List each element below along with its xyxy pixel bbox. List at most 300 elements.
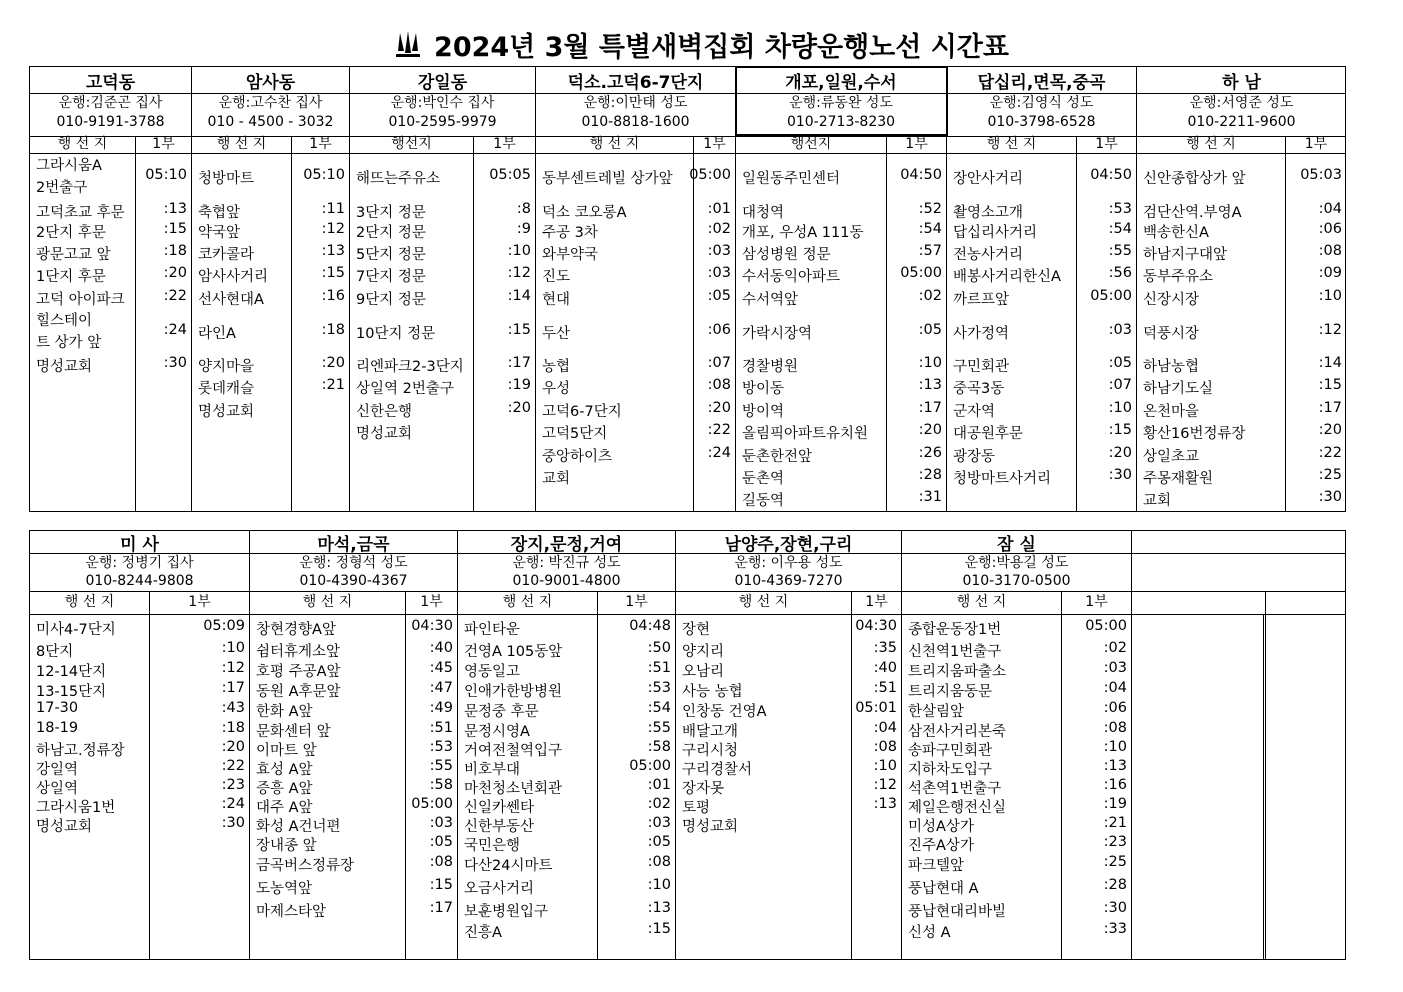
stop-name: 전농사거리 [953, 247, 1024, 263]
stop-time: :10 [873, 758, 897, 774]
column-header [736, 136, 946, 154]
stop-time: :54 [918, 221, 942, 237]
stop-name: 신한은행 [356, 404, 413, 420]
route-column [676, 531, 902, 959]
stop-name: 대공원후문 [953, 426, 1024, 442]
stop-time: :06 [707, 322, 731, 338]
place-header: 행 선 지 [192, 136, 292, 153]
driver-phone: 010-9001-4800 [512, 573, 621, 589]
stop-name: 고덕 아이파크 [36, 292, 125, 308]
stop-time: :03 [707, 265, 731, 281]
stop-name: 올림픽아파트유치원 [742, 426, 869, 442]
stop-time: :20 [918, 422, 942, 438]
stop-name: 장내종 앞 [256, 838, 317, 854]
column-divider [405, 615, 406, 959]
stop-name: 주몽재활원 [1143, 471, 1214, 487]
stop-name: 구리시청 [682, 743, 739, 759]
stop-name: 금곡버스정류장 [256, 858, 355, 874]
stop-name: 고덕5단지 [542, 426, 608, 442]
stop-name: 3단지 정문 [356, 205, 426, 221]
column-divider [149, 615, 150, 959]
column-header [676, 591, 901, 615]
stop-time: :30 [1103, 900, 1127, 916]
stop-time: :05 [918, 322, 942, 338]
route-column [1132, 531, 1346, 959]
stop-time: :22 [707, 422, 731, 438]
stop-name: 일원동주민센터 [742, 171, 841, 187]
stop-name: 리엔파크2-3단지 [356, 359, 464, 375]
route-column [736, 67, 947, 511]
stop-name: 약국앞 [198, 225, 241, 241]
stop-time: :26 [918, 445, 942, 461]
stop-name: 양지마을 [198, 359, 255, 375]
stop-name: 군자역 [953, 404, 996, 420]
part-header: 1부 [309, 136, 332, 152]
route-column [1137, 67, 1346, 511]
part-header: 1부 [703, 136, 726, 152]
driver-name: 운행: 정병기 집사 [85, 555, 194, 571]
stop-name: 7단지 정문 [356, 269, 426, 285]
stop-time: :13 [873, 796, 897, 812]
stop-time: :10 [1103, 739, 1127, 755]
stop-time: 04:48 [629, 618, 671, 634]
stop-name: 신안종합상가 앞 [1143, 171, 1246, 187]
stop-time: :20 [1318, 422, 1342, 438]
stop-name: 진주A상가 [908, 838, 974, 854]
driver-name: 운행:류동완 성도 [789, 95, 893, 111]
driver-phone: 010-2595-9979 [388, 114, 497, 130]
stop-name: 문화센터 앞 [256, 724, 331, 740]
stop-name: 검단산역.부영A [1143, 205, 1242, 221]
stop-time: :05 [707, 288, 731, 304]
stop-time: :06 [1103, 700, 1127, 716]
stop-name: 한화 A앞 [256, 704, 313, 720]
part-header: 1부 [420, 594, 443, 610]
stop-name: 창현경향A앞 [256, 622, 336, 638]
stop-name: 파크텔앞 [908, 858, 965, 874]
stop-time: :47 [429, 680, 453, 696]
column-divider [1076, 154, 1077, 511]
driver-phone: 010-3170-0500 [962, 573, 1071, 589]
stop-time: 05:10 [145, 167, 187, 183]
stop-time: :08 [429, 854, 453, 870]
driver-phone: 010-8244-9808 [85, 573, 194, 589]
stop-time: :31 [918, 489, 942, 505]
stop-time: 05:09 [203, 618, 245, 634]
stop-time: :15 [321, 265, 345, 281]
stop-time: :08 [647, 854, 671, 870]
stop-name: 그라시움1번 [36, 800, 116, 816]
place-header [1132, 591, 1266, 614]
stop-name: 상일초교 [1143, 449, 1200, 465]
stop-time: :14 [507, 288, 531, 304]
stop-name: 진도 [542, 269, 571, 285]
stop-time: :08 [1103, 720, 1127, 736]
stop-time: :23 [1103, 834, 1127, 850]
stop-time: :53 [1108, 201, 1132, 217]
stop-name: 신성 A [908, 925, 951, 941]
stop-time: :13 [1103, 758, 1127, 774]
stop-time: :28 [1103, 877, 1127, 893]
stop-name: 암사사거리 [198, 269, 269, 285]
column-header [30, 136, 191, 154]
stop-name: 사능 농협 [682, 684, 743, 700]
stop-time: :22 [221, 758, 245, 774]
column-divider [1265, 615, 1266, 959]
stop-name: 증흥 A앞 [256, 781, 313, 797]
stop-name: 대주 A앞 [256, 800, 313, 816]
stop-time: :55 [429, 758, 453, 774]
column-divider [1263, 615, 1264, 959]
route-name: 고덕동 [30, 67, 191, 94]
stop-name: 인창동 건영A [682, 704, 767, 720]
stop-time: 04:50 [1090, 167, 1132, 183]
stop-time: :12 [873, 777, 897, 793]
stop-time: :20 [221, 739, 245, 755]
stop-name: 명성교회 [682, 819, 739, 835]
stop-name: 교회 [542, 471, 571, 487]
column-header [1137, 136, 1346, 154]
route-name: 암사동 [192, 67, 349, 94]
stop-name: 하남농협 [1143, 359, 1200, 375]
part-header: 1부 [1095, 136, 1118, 152]
stop-name: 사가정역 [953, 326, 1010, 342]
stop-name: 답십리사거리 [953, 225, 1038, 241]
stop-time: :33 [1103, 921, 1127, 937]
route-column [947, 67, 1137, 511]
stop-name: 1단지 후문 [36, 269, 106, 285]
stop-name: 동부주유소 [1143, 269, 1214, 285]
stop-name: 마천청소년회관 [464, 781, 563, 797]
route-name [1132, 531, 1345, 554]
stop-time: :22 [1318, 445, 1342, 461]
stop-name: 오남리 [682, 664, 725, 680]
column-header [536, 136, 735, 154]
bottom-timetable [29, 530, 1346, 960]
stop-name: 거여전철역입구 [464, 743, 563, 759]
stop-time: :15 [429, 877, 453, 893]
column-divider [291, 154, 292, 511]
column-divider [135, 154, 136, 511]
stop-name: 쉼터휴게소앞 [256, 644, 341, 660]
stop-time: :04 [1318, 201, 1342, 217]
stop-name: 가락시장역 [742, 326, 813, 342]
stop-time: :51 [429, 720, 453, 736]
stop-name: 상일역 [36, 781, 79, 797]
stop-time: :12 [1318, 322, 1342, 338]
stop-time: :03 [707, 243, 731, 259]
stop-time: :03 [429, 815, 453, 831]
route-name: 마석,금곡 [250, 531, 457, 554]
stop-name: 5단지 정문 [356, 247, 426, 263]
stop-name: 호평 주공A앞 [256, 664, 341, 680]
place-header: 행 선 지 [536, 136, 694, 153]
stop-time: :13 [163, 201, 187, 217]
route-column [30, 531, 250, 959]
stop-time: :04 [873, 720, 897, 736]
stop-name: 장자못 [682, 781, 725, 797]
stop-time: :53 [429, 739, 453, 755]
stop-time: :14 [1318, 355, 1342, 371]
column-header [947, 136, 1136, 154]
route-column [250, 531, 458, 959]
stop-time: :54 [1108, 221, 1132, 237]
stop-name: 명성교회 [198, 404, 255, 420]
stop-name: 동원 A후문앞 [256, 684, 341, 700]
stop-time: 05:00 [411, 796, 453, 812]
stop-time: :17 [1318, 400, 1342, 416]
stop-time: :24 [707, 445, 731, 461]
stop-time: :9 [516, 221, 531, 237]
route-name: 강일동 [350, 67, 535, 94]
stop-name: 촬영소고개 [953, 205, 1024, 221]
stop-name: 우성 [542, 381, 571, 397]
column-header [458, 591, 675, 615]
route-column [902, 531, 1132, 959]
church-bells-icon [394, 29, 422, 59]
place-header: 행 선 지 [676, 591, 852, 614]
stop-name: 축협앞 [198, 205, 241, 221]
stop-name: 국민은행 [464, 838, 521, 854]
stop-time: :49 [429, 700, 453, 716]
stop-name: 코카콜라 [198, 247, 255, 263]
stop-time: :11 [321, 201, 345, 217]
driver-name: 운행: 이우용 성도 [734, 555, 843, 571]
route-column [30, 67, 192, 511]
part-header: 1부 [905, 136, 928, 152]
stop-time: :40 [429, 640, 453, 656]
driver-phone: 010-9191-3788 [56, 114, 165, 130]
stop-time: :10 [221, 640, 245, 656]
stop-time: :30 [221, 815, 245, 831]
stop-time: :08 [1318, 243, 1342, 259]
stop-time: :12 [321, 221, 345, 237]
driver-name: 운행:김준곤 집사 [58, 95, 163, 111]
stop-name: 효성 A앞 [256, 762, 313, 778]
stop-time: :06 [1318, 221, 1342, 237]
driver-phone: 010-4390-4367 [299, 573, 408, 589]
stop-time: :17 [507, 355, 531, 371]
part-header: 1부 [152, 136, 175, 152]
stop-time: :55 [1108, 243, 1132, 259]
route-column [350, 67, 536, 511]
place-header: 행 선 지 [250, 591, 406, 614]
part-header: 1부 [188, 594, 211, 610]
stop-name: 8단지 [36, 644, 74, 660]
stop-name: 파인타운 [464, 622, 521, 638]
route-name: 덕소.고덕6-7단지 [536, 67, 735, 94]
stop-time: :07 [1108, 377, 1132, 393]
stop-name: 진흥A [464, 925, 502, 941]
stop-time: :16 [1103, 777, 1127, 793]
stop-name: 주공 3차 [542, 225, 598, 241]
stop-time: :18 [321, 322, 345, 338]
stop-name: 2단지 정문 [356, 225, 426, 241]
stop-name: 경찰병원 [742, 359, 799, 375]
column-header [30, 591, 249, 615]
driver-phone: 010 - 4500 - 3032 [207, 114, 334, 130]
stop-name: 두산 [542, 326, 571, 342]
stop-time: :30 [1318, 489, 1342, 505]
column-divider [693, 154, 694, 511]
driver-name: 운행:고수찬 집사 [218, 95, 323, 111]
route-name: 남양주,장현,구리 [676, 531, 901, 554]
column-divider [886, 154, 887, 511]
part-header: 1부 [625, 594, 648, 610]
stop-time: :12 [221, 660, 245, 676]
stop-time: :08 [707, 377, 731, 393]
stop-time: :05 [1108, 355, 1132, 371]
stop-time: 05:00 [629, 758, 671, 774]
stop-name: 송파구민회관 [908, 743, 993, 759]
stop-time: :13 [321, 243, 345, 259]
stop-name: 화성 A건너편 [256, 819, 341, 835]
stop-name: 트리지움파출소 [908, 664, 1007, 680]
stop-time: :20 [1108, 445, 1132, 461]
stop-time: :01 [707, 201, 731, 217]
stop-time: :43 [221, 700, 245, 716]
stop-name: 10단지 정문 [356, 326, 436, 342]
driver-phone: 010-4369-7270 [734, 573, 843, 589]
column-divider [1285, 154, 1286, 511]
stop-name: 중곡3동 [953, 381, 1005, 397]
part-header: 1부 [865, 594, 888, 610]
column-divider [851, 615, 852, 959]
stop-name: 황산16번정류장 [1143, 426, 1246, 442]
route-column [192, 67, 350, 511]
route-name: 잠 실 [902, 531, 1131, 554]
stop-name: 트리지움동문 [908, 684, 993, 700]
stop-time: :20 [321, 355, 345, 371]
stop-name: 힐스테이트 상가 앞 [36, 313, 102, 351]
stop-name: 인애가한방병원 [464, 684, 563, 700]
driver-name: 운행:김영식 성도 [989, 95, 1094, 111]
stop-time: :58 [429, 777, 453, 793]
page-title [0, 24, 1403, 64]
stop-time: :15 [1108, 422, 1132, 438]
driver-phone: 010-2211-9600 [1187, 114, 1296, 130]
stop-name: 수서동익아파트 [742, 269, 841, 285]
stop-name: 방이동 [742, 381, 785, 397]
stop-time: :05 [647, 834, 671, 850]
stop-time: :30 [1108, 467, 1132, 483]
stop-time: 05:10 [303, 167, 345, 183]
route-name: 미 사 [30, 531, 249, 554]
stop-time: :17 [221, 680, 245, 696]
place-header: 행 선 지 [902, 591, 1062, 614]
stop-name: 미사4-7단지 [36, 622, 116, 638]
stop-time: :25 [1103, 854, 1127, 870]
column-divider [1061, 615, 1062, 959]
stop-time: :18 [221, 720, 245, 736]
stop-name: 17-30 [36, 700, 79, 716]
stop-time: 05:00 [1085, 618, 1127, 634]
driver-name: 운행:서영준 성도 [1189, 95, 1294, 111]
stop-name: 그라시움A 2번출구 [36, 158, 102, 196]
stop-time: :13 [918, 377, 942, 393]
route-column [458, 531, 676, 959]
stop-name: 덕풍시장 [1143, 326, 1200, 342]
stop-name: 장안사거리 [953, 171, 1024, 187]
stop-time: :16 [321, 288, 345, 304]
stop-time: :12 [507, 265, 531, 281]
driver-phone: 010-3798-6528 [987, 114, 1096, 130]
stop-time: :18 [163, 243, 187, 259]
route-name: 장지,문정,거여 [458, 531, 675, 554]
stop-time: :04 [1103, 680, 1127, 696]
stop-name: 하남기도실 [1143, 381, 1214, 397]
stop-time: :03 [1108, 322, 1132, 338]
column-header [250, 591, 457, 615]
driver-name: 운행:이만태 성도 [583, 95, 688, 111]
stop-time: :24 [221, 796, 245, 812]
stop-name: 비호부대 [464, 762, 521, 778]
stop-time: :51 [647, 660, 671, 676]
stop-time: :13 [647, 900, 671, 916]
column-header [350, 136, 535, 154]
stop-name: 12-14단지 [36, 664, 107, 680]
stop-name: 구민회관 [953, 359, 1010, 375]
stop-name: 신장시장 [1143, 292, 1200, 308]
place-header: 행 선 지 [1137, 136, 1286, 153]
stop-time: 04:30 [411, 618, 453, 634]
stop-name: 하남고.정류장 [36, 743, 125, 759]
stop-name: 삼전사거리본죽 [908, 724, 1007, 740]
stop-name: 다산24시마트 [464, 858, 553, 874]
stop-time: :20 [507, 400, 531, 416]
driver-name: 운행:박용길 성도 [964, 555, 1069, 571]
stop-time: :03 [1103, 660, 1127, 676]
stop-time: :54 [647, 700, 671, 716]
stop-name: 지하차도입구 [908, 762, 993, 778]
stop-time: :09 [1318, 265, 1342, 281]
stop-name: 농협 [542, 359, 571, 375]
stop-name: 문정시영A [464, 724, 530, 740]
route-name: 개포,일원,수서 [736, 67, 946, 94]
stop-name: 라인A [198, 326, 236, 342]
stop-name: 현대 [542, 292, 571, 308]
stop-name: 명성교회 [36, 819, 93, 835]
title-text: 2024년 3월 특별새벽집회 차량운행노선 시간표 [434, 31, 1009, 63]
stop-time: 05:01 [855, 700, 897, 716]
stop-time: :55 [647, 720, 671, 736]
stop-name: 삼성병원 정문 [742, 247, 831, 263]
stop-name: 영동일고 [464, 664, 521, 680]
place-header: 행선지 [350, 136, 474, 153]
stop-time: :40 [873, 660, 897, 676]
stop-name: 상일역 2번출구 [356, 381, 454, 397]
route-column [536, 67, 736, 511]
stop-name: 개포, 우성A 111동 [742, 225, 864, 241]
stop-name: 신한부동산 [464, 819, 535, 835]
stop-name: 광장동 [953, 449, 996, 465]
stop-name: 양지리 [682, 644, 725, 660]
stop-name: 풍납현대리바빌 [908, 904, 1007, 920]
stop-time: :52 [918, 201, 942, 217]
stop-time: :23 [221, 777, 245, 793]
stop-time: :15 [1318, 377, 1342, 393]
stop-time: :07 [707, 355, 731, 371]
stop-name: 보훈병원입구 [464, 904, 549, 920]
stop-name: 중앙하이츠 [542, 449, 613, 465]
stop-time: :02 [1103, 640, 1127, 656]
driver-phone: 010-2713-8230 [786, 114, 896, 130]
stop-time: :35 [873, 640, 897, 656]
stop-name: 명성교회 [356, 426, 413, 442]
stop-name: 제일은행전신실 [908, 800, 1007, 816]
stop-time: 04:30 [855, 618, 897, 634]
stop-name: 배달고개 [682, 724, 739, 740]
